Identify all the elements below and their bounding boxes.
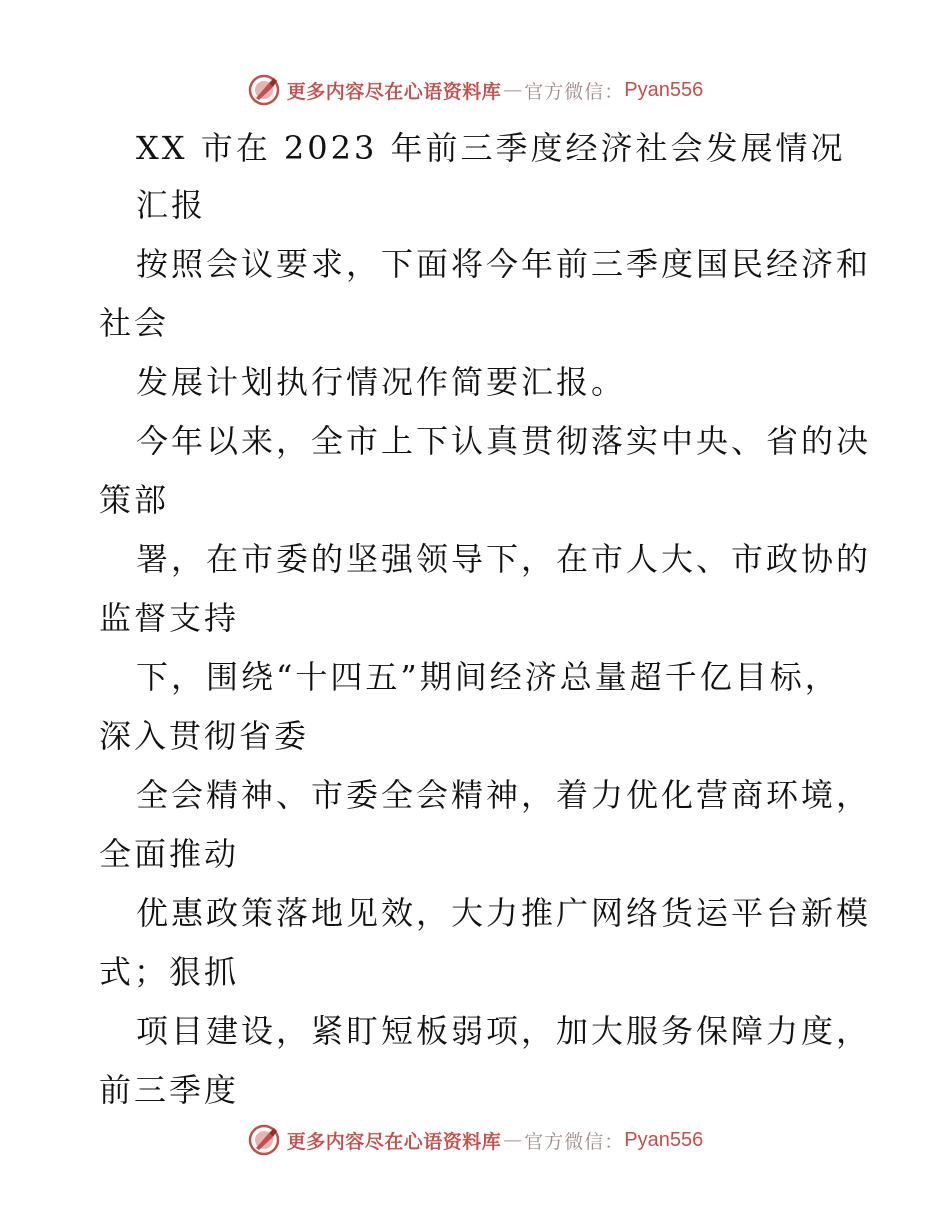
watermark-wechat-id: Pyan556 [624, 78, 704, 101]
paragraph-line: 前三季度 [99, 1071, 240, 1109]
watermark-wechat-label: 官方微信： [524, 80, 625, 103]
paragraph-line: 项目建设，紧盯短板弱项，加大服务保障力度， [136, 1012, 872, 1050]
paragraph-line: 监督支持 [99, 599, 240, 637]
pen-nib-logo-icon [247, 73, 281, 107]
paragraph-line: 按照会议要求，下面将今年前三季度国民经济和 [136, 245, 872, 283]
document-title-line-2: 汇报 [136, 186, 207, 224]
paragraph-line: 署，在市委的坚强领导下，在市人大、市政协的 [136, 540, 872, 578]
paragraph-line: 发展计划执行情况作简要汇报。 [136, 363, 627, 401]
paragraph-line: 全面推动 [99, 835, 240, 873]
paragraph-line: 优惠政策落地见效，大力推广网络货运平台新模 [136, 894, 872, 932]
paragraph-line: 策部 [99, 481, 170, 519]
watermark-wechat-label: 官方微信： [524, 1130, 625, 1153]
paragraph-line: 全会精神、市委全会精神，着力优化营商环境， [136, 776, 872, 814]
paragraph-line: 下，围绕“十四五”期间经济总量超千亿目标， [136, 658, 840, 696]
watermark-wechat-id: Pyan556 [624, 1128, 704, 1151]
paragraph-line: 社会 [99, 304, 170, 342]
pen-nib-logo-icon [247, 1123, 281, 1157]
watermark-footer [0, 1120, 950, 1160]
watermark-header [0, 70, 950, 110]
paragraph-line: 式；狠抓 [99, 953, 240, 991]
watermark-separator: — [503, 1129, 523, 1151]
watermark-site-text: 更多内容尽在心语资料库 [286, 80, 502, 103]
document-title-line-1: XX 市在 2023 年前三季度经济社会发展情况 [136, 129, 846, 167]
paragraph-line: 今年以来，全市上下认真贯彻落实中央、省的决 [136, 422, 872, 460]
paragraph-line: 深入贯彻省委 [99, 717, 310, 755]
watermark-separator: — [503, 79, 523, 101]
watermark-site-text: 更多内容尽在心语资料库 [286, 1130, 502, 1153]
